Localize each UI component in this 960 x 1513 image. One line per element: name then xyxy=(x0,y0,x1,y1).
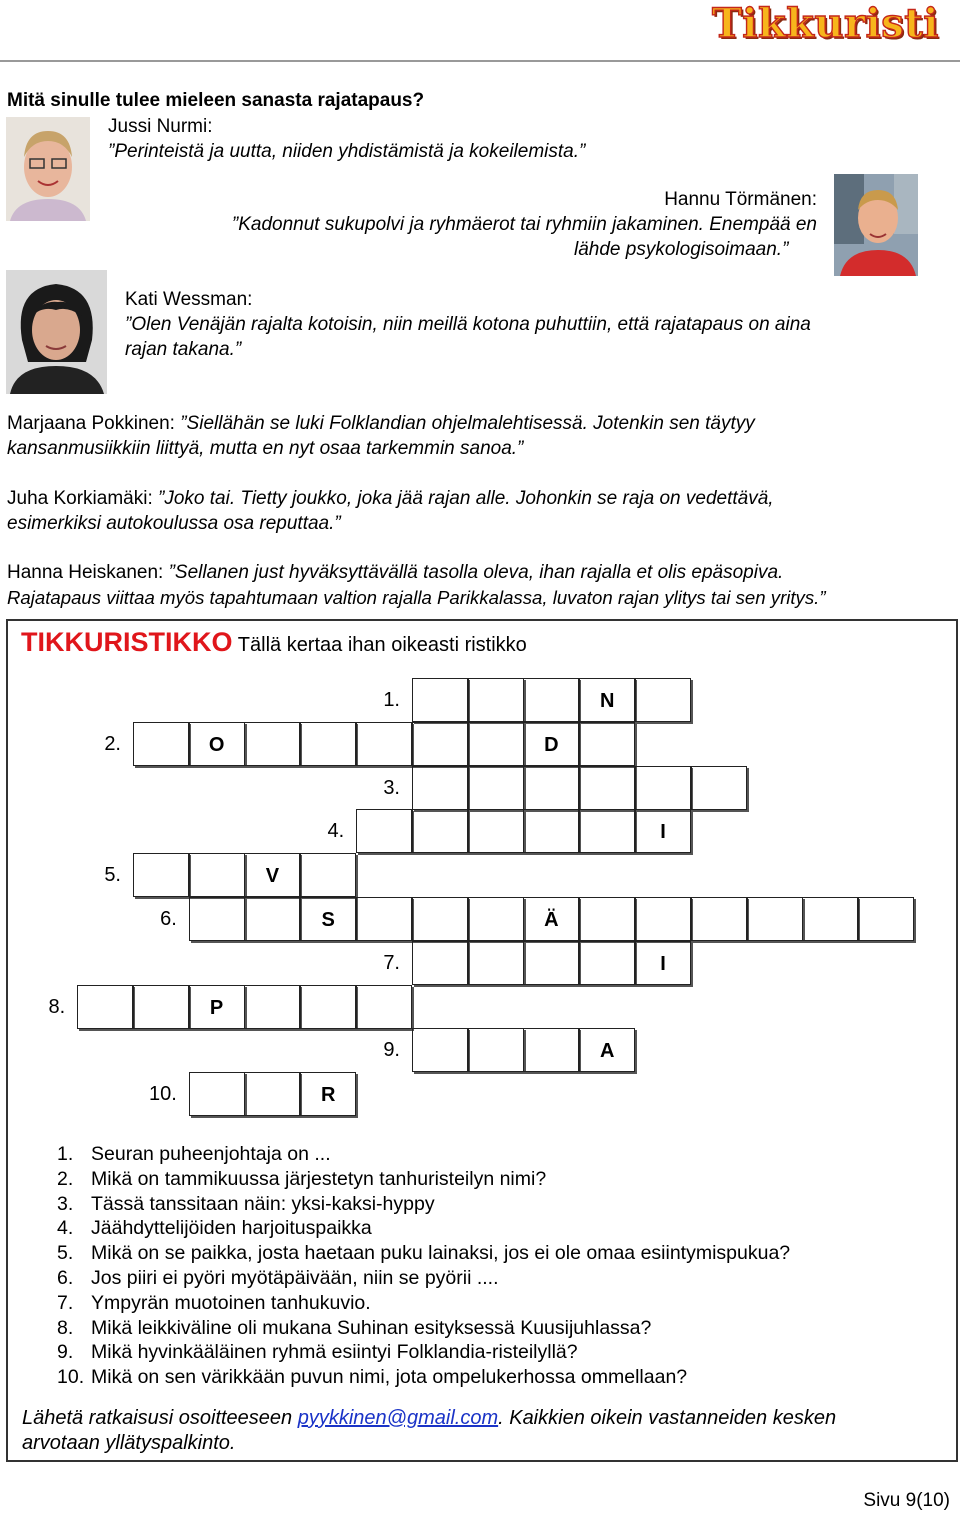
crossword-cell[interactable] xyxy=(356,897,412,941)
hanna-name: Hanna Heiskanen: xyxy=(7,562,164,583)
marjaana-quote-line-1: ”Siellähän se luki Folklandian ohjelmalehtisessä. Jotenkin sen täytyy xyxy=(180,413,755,434)
crossword-cell[interactable]: R xyxy=(300,1072,356,1116)
clue-item xyxy=(57,1266,790,1291)
clue-number: 1. xyxy=(57,1143,74,1165)
crossword-cell[interactable] xyxy=(189,1072,245,1116)
crossword-cell[interactable] xyxy=(189,853,245,897)
clue-item xyxy=(57,1216,790,1241)
jussi-quote: ”Perinteistä ja uutta, niiden yhdistämistä ja kokeilemista.” xyxy=(108,141,586,162)
clue-list xyxy=(57,1142,790,1390)
juha-name: Juha Korkiamäki: xyxy=(7,488,153,509)
crossword-cell[interactable] xyxy=(412,897,468,941)
crossword-heading xyxy=(21,627,527,658)
clue-item xyxy=(57,1365,790,1390)
crossword-cell[interactable] xyxy=(579,722,635,766)
clue-text: Mikä on tammikuussa järjestetyn tanhuristeilyn nimi? xyxy=(91,1167,547,1190)
crossword-cell[interactable] xyxy=(468,766,524,810)
crossword-cell[interactable] xyxy=(579,809,635,853)
crossword-title: TIKKURISTIKKO xyxy=(21,627,233,657)
crossword-cell[interactable] xyxy=(244,722,300,766)
hannu-quote-line-1: ”Kadonnut sukupolvi ja ryhmäerot tai ryhmiin jakaminen. Enempää en xyxy=(231,214,817,235)
crossword-cell[interactable] xyxy=(468,678,524,722)
marjaana-quote-line-2: kansanmusiikkiin liittyä, mutta en nyt osaa tarkemmin sanoa.” xyxy=(7,438,524,459)
clue-text: Mikä on sen värikkään puvun nimi, jota ompelukerhossa ommellaan? xyxy=(91,1366,688,1389)
clue-item xyxy=(57,1291,790,1316)
jussi-name: Jussi Nurmi: xyxy=(108,116,213,137)
crossword-row-number: 8. xyxy=(48,995,66,1018)
crossword-cell[interactable] xyxy=(523,1028,579,1072)
crossword-row-number: 2. xyxy=(104,732,121,755)
crossword-cell[interactable]: P xyxy=(189,985,245,1029)
crossword-cell[interactable]: N xyxy=(579,678,635,722)
crossword-cell[interactable] xyxy=(412,941,468,985)
page-question: Mitä sinulle tulee mieleen sanasta rajatapaus? xyxy=(7,90,425,111)
clue-item xyxy=(57,1192,790,1217)
crossword-cell[interactable] xyxy=(412,1028,468,1072)
crossword-row-number: 6. xyxy=(160,908,177,930)
clue-text: Seuran puheenjohtaja on ... xyxy=(91,1143,331,1165)
email-link[interactable]: pyykkinen@gmail.com xyxy=(297,1407,499,1429)
clue-number: 2. xyxy=(57,1167,74,1190)
kati-quote-line-1: ”Olen Venäjän rajalta kotoisin, niin meillä kotona puhuttiin, että rajatapaus on aina xyxy=(125,314,811,335)
juha-answer xyxy=(7,488,774,510)
crossword-cell[interactable] xyxy=(412,722,468,766)
crossword-cell[interactable] xyxy=(412,678,468,722)
clue-number: 9. xyxy=(57,1341,74,1364)
crossword-cell[interactable] xyxy=(412,766,468,810)
crossword-cell[interactable] xyxy=(523,678,579,722)
clue-number: 6. xyxy=(57,1266,74,1289)
marjaana-name: Marjaana Pokkinen: xyxy=(7,413,175,434)
clue-text: Mikä hyvinkääläinen ryhmä esiintyi Folklandia-risteilyllä? xyxy=(91,1341,578,1364)
hannu-name: Hannu Törmänen: xyxy=(664,189,817,210)
crossword-row-number: 3. xyxy=(383,776,400,799)
clue-number: 4. xyxy=(57,1217,74,1240)
clue-item xyxy=(57,1142,790,1167)
crossword-cell[interactable]: Ä xyxy=(523,897,579,941)
hannu-photo xyxy=(834,174,918,276)
crossword-subtitle: Tällä kertaa ihan oikeasti ristikko xyxy=(237,634,527,656)
tikkuristi-logo: Tikkuristi xyxy=(712,0,939,47)
crossword-cell[interactable] xyxy=(468,941,524,985)
crossword-cell[interactable] xyxy=(300,853,356,897)
submit-instructions xyxy=(22,1406,836,1456)
crossword-cell[interactable]: I xyxy=(635,809,691,853)
crossword-cell[interactable] xyxy=(691,897,747,941)
clue-text: Mikä leikkiväline oli mukana Suhinan esityksessä Kuusijuhlassa? xyxy=(91,1316,652,1339)
crossword-row-number: 9. xyxy=(383,1039,400,1062)
clue-number: 7. xyxy=(57,1291,74,1314)
crossword-cell[interactable] xyxy=(523,809,579,853)
crossword-cell[interactable]: I xyxy=(635,941,691,985)
clue-number: 5. xyxy=(57,1242,74,1265)
hannu-quote-line-2: lähde psykologisoimaan.” xyxy=(574,239,789,260)
clue-number: 8. xyxy=(57,1316,74,1339)
crossword-cell[interactable] xyxy=(468,1028,524,1072)
clue-text: Jäähdyttelijöiden harjoituspaikka xyxy=(91,1217,372,1240)
crossword-cell[interactable] xyxy=(300,722,356,766)
crossword-row-number: 4. xyxy=(327,820,345,843)
clue-number: 3. xyxy=(57,1192,74,1215)
crossword-cell[interactable] xyxy=(523,941,579,985)
crossword-cell[interactable] xyxy=(691,766,747,810)
juha-quote-line-2: esimerkiksi autokoulussa osa reputtaa.” xyxy=(7,513,341,534)
hanna-answer xyxy=(7,562,783,584)
crossword-cell[interactable] xyxy=(635,897,691,941)
crossword-cell[interactable] xyxy=(468,722,524,766)
submit-text-2: . Kaikkien oikein vastanneiden kesken xyxy=(498,1407,837,1429)
crossword-cell[interactable] xyxy=(635,766,691,810)
crossword-cell[interactable] xyxy=(579,897,635,941)
crossword-cell[interactable]: D xyxy=(523,722,579,766)
crossword-cell[interactable] xyxy=(468,897,524,941)
crossword-cell[interactable] xyxy=(579,941,635,985)
clue-text: Ympyrän muotoinen tanhukuvio. xyxy=(91,1291,371,1314)
crossword-cell[interactable] xyxy=(133,985,189,1029)
marjaana-answer xyxy=(7,413,755,435)
crossword-row-number: 7. xyxy=(383,951,400,974)
crossword-cell[interactable] xyxy=(300,985,356,1029)
crossword-cell[interactable] xyxy=(244,1072,300,1116)
submit-text-1: Lähetä ratkaisusi osoitteeseen xyxy=(22,1407,298,1429)
header-divider xyxy=(0,60,960,62)
submit-text-3: arvotaan yllätyspalkinto. xyxy=(22,1432,236,1454)
hanna-quote-line-2: Rajatapaus viittaa myös tapahtumaan valtion rajalla Parikkalassa, luvaton rajan ylitys tai sen yritys.” xyxy=(7,587,826,608)
crossword-cell[interactable] xyxy=(356,722,412,766)
crossword-cell[interactable] xyxy=(858,897,914,941)
hanna-quote-line-1: ”Sellanen just hyväksyttävällä tasolla oleva, ihan rajalla et olis epäsopiva. xyxy=(168,562,784,583)
clue-item xyxy=(57,1241,790,1266)
crossword-cell[interactable]: A xyxy=(579,1028,635,1072)
crossword-cell[interactable] xyxy=(133,853,189,897)
crossword-cell[interactable] xyxy=(412,809,468,853)
crossword-cell[interactable] xyxy=(77,985,133,1029)
crossword-cell[interactable] xyxy=(747,897,803,941)
crossword-cell[interactable] xyxy=(579,766,635,810)
crossword-cell[interactable] xyxy=(244,985,300,1029)
clue-item xyxy=(57,1167,790,1192)
crossword-row-number: 1. xyxy=(383,689,400,711)
clue-item xyxy=(57,1316,790,1341)
clue-text: Mikä on se paikka, josta haetaan puku lainaksi, jos ei ole omaa esiintymispukua? xyxy=(91,1242,791,1265)
crossword-cell[interactable] xyxy=(635,678,691,722)
juha-quote-line-1: ”Joko tai. Tietty joukko, joka jää rajan alle. Johonkin se raja on vedettävä, xyxy=(158,488,774,509)
clue-item xyxy=(57,1340,790,1365)
crossword-row-number: 5. xyxy=(104,864,121,887)
crossword-row-number: 10. xyxy=(148,1083,177,1106)
crossword-cell[interactable]: O xyxy=(189,722,245,766)
crossword-cell[interactable] xyxy=(468,809,524,853)
clue-text: Tässä tanssitaan näin: yksi-kaksi-hyppy xyxy=(91,1192,435,1215)
crossword-cell[interactable]: V xyxy=(244,853,300,897)
crossword-cell[interactable] xyxy=(802,897,858,941)
crossword-cell[interactable] xyxy=(356,809,412,853)
crossword-cell[interactable] xyxy=(244,897,300,941)
clue-text: Jos piiri ei pyöri myötäpäivään, niin se pyörii .... xyxy=(91,1266,499,1289)
kati-name: Kati Wessman: xyxy=(125,289,253,310)
clue-number: 10. xyxy=(57,1366,85,1389)
kati-quote-line-2: rajan takana.” xyxy=(125,339,242,360)
jussi-photo xyxy=(6,117,90,221)
crossword-cell[interactable] xyxy=(523,766,579,810)
kati-photo xyxy=(6,270,107,394)
page-number: Sivu 9(10) xyxy=(863,1490,950,1511)
crossword-cell[interactable]: S xyxy=(300,897,356,941)
crossword-cell[interactable] xyxy=(189,897,245,941)
crossword-cell[interactable] xyxy=(356,985,412,1029)
crossword-cell[interactable] xyxy=(133,722,189,766)
